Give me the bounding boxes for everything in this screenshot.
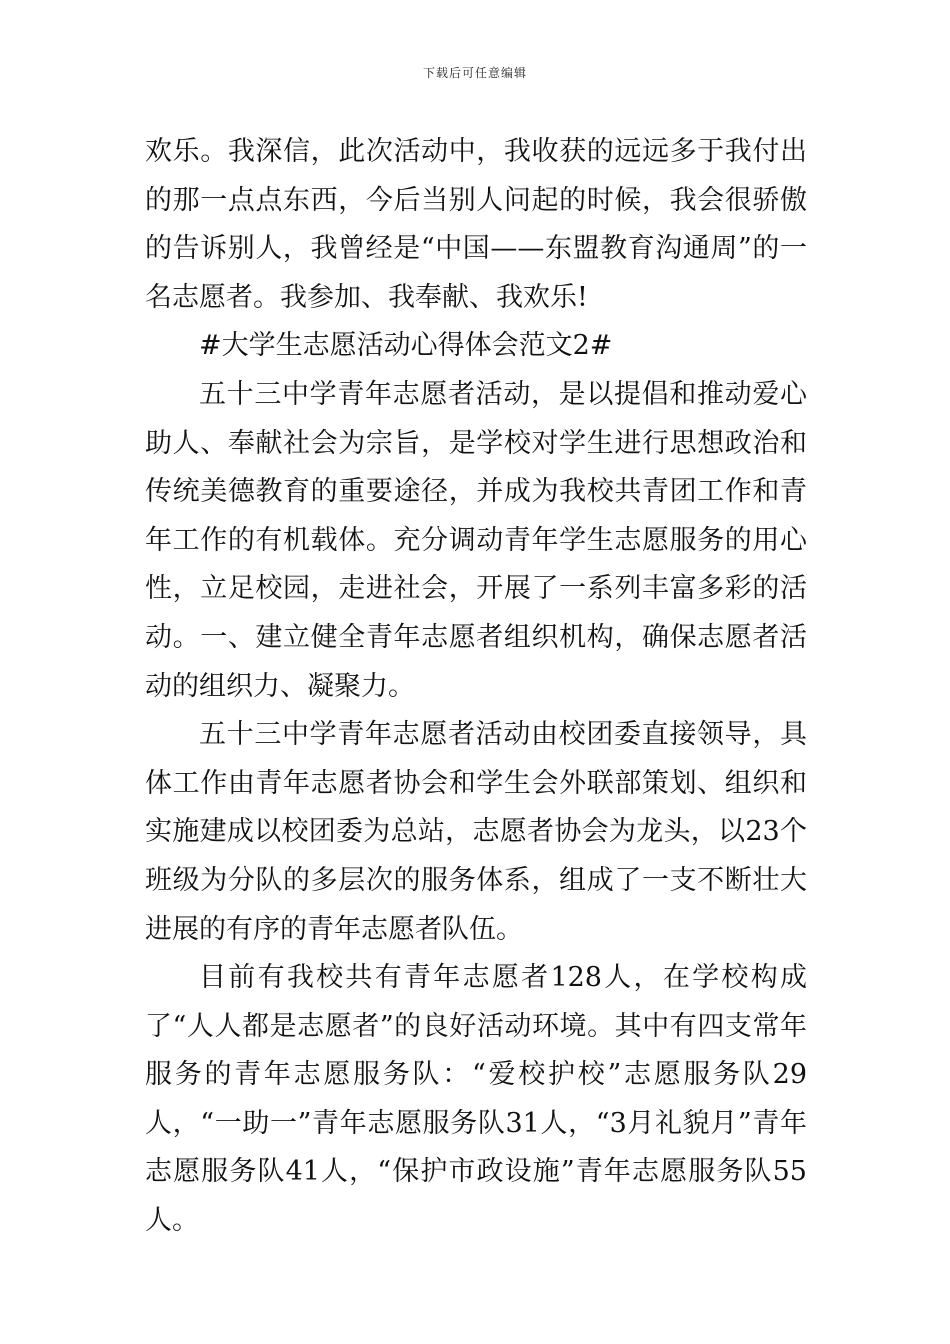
paragraph-organization: 五十三中学青年志愿者活动由校团委直接领导，具体工作由青年志愿者协会和学生会外联部策划、组织和实施建成以校团委为总站，志愿者协会为龙头，以23个班级为分队的多层次的服务体系，组成了一支不断壮大进展的有序的青年志愿者队伍。	[145, 719, 807, 945]
paragraph-volunteer-teams: 目前有我校共有青年志愿者128人，在学校构成了“人人都是志愿者”的良好活动环境。其中有四支常年服务的青年志愿服务队：“爱校护校”志愿服务队29人，“一助一”青年志愿服务队31人，“3月礼貌月”青年志愿服务队41人，“保护市政设施”青年志愿服务队55人。	[145, 962, 807, 1237]
paragraph-intro: 五十三中学青年志愿者活动，是以提倡和推动爱心助人、奉献社会为宗旨，是学校对学生进行思想政治和传统美德教育的重要途径，并成为我校共青团工作和青年工作的有机载体。充分调动青年学生志愿服务的用心性，立足校园，走进社会，开展了一系列丰富多彩的活动。一、建立健全青年志愿者组织机构，确保志愿者活动的组织力、凝聚力。	[145, 378, 807, 702]
document-body	[145, 128, 807, 1246]
paragraph-continuation: 欢乐。我深信，此次活动中，我收获的远远多于我付出的那一点点东西，今后当别人问起的时候，我会很骄傲的告诉别人，我曾经是“中国——东盟教育沟通周”的一名志愿者。我参加、我奉献、我欢乐!	[145, 136, 807, 313]
section-heading: #大学生志愿活动心得体会范文2#	[199, 330, 613, 362]
page-header: 下载后可任意编辑	[422, 66, 527, 80]
